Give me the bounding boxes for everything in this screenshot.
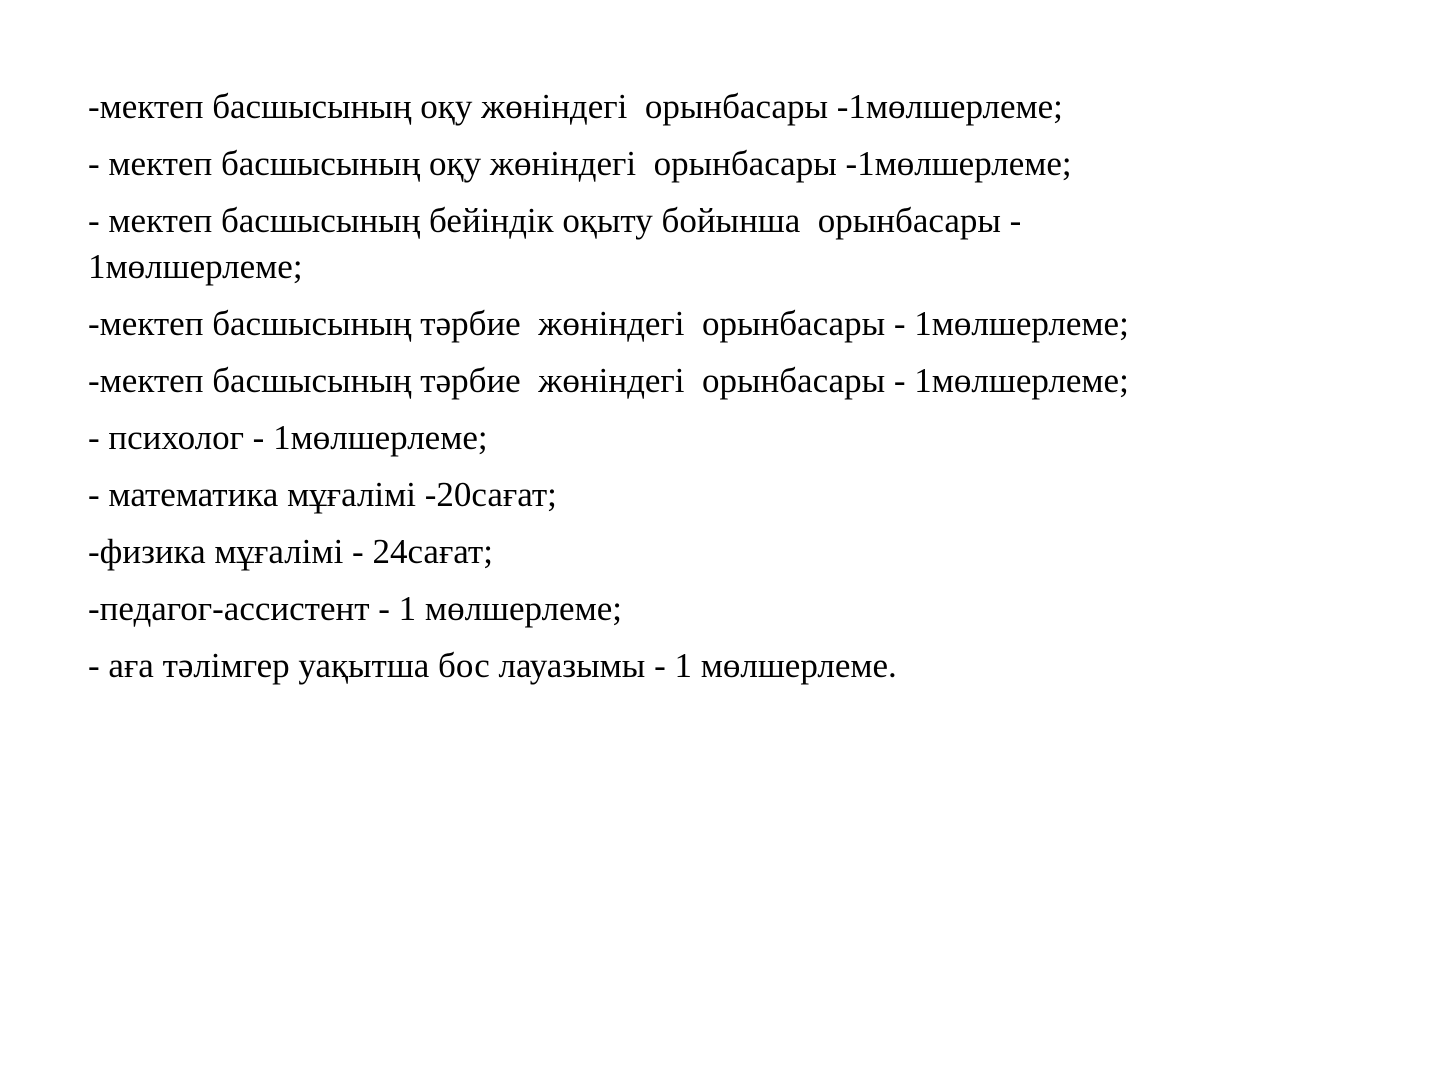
list-item: - математика мұғалімі -20сағат; — [88, 475, 557, 514]
list-item: -педагог-ассистент - 1 мөлшерлеме; — [88, 589, 622, 628]
list-item: - мектеп басшысының бейіндік оқыту бойынша орынбасары - 1мөлшерлеме; — [88, 201, 1022, 286]
list-item: -физика мұғалімі - 24сағат; — [88, 532, 493, 571]
text-body — [88, 84, 1328, 700]
list-item: -мектеп басшысының тәрбие жөніндегі орынбасары - 1мөлшерлеме; — [88, 361, 1129, 400]
list-item: -мектеп басшысының тәрбие жөніндегі орынбасары - 1мөлшерлеме; — [88, 304, 1129, 343]
list-item: - мектеп басшысының оқу жөніндегі орынбасары -1мөлшерлеме; — [88, 144, 1072, 183]
list-item: - психолог - 1мөлшерлеме; — [88, 418, 488, 457]
list-item: - аға тәлімгер уақытша бос лауазымы - 1 мөлшерлеме. — [88, 646, 897, 685]
list-item: -мектеп басшысының оқу жөніндегі орынбасары -1мөлшерлеме; — [88, 87, 1063, 126]
